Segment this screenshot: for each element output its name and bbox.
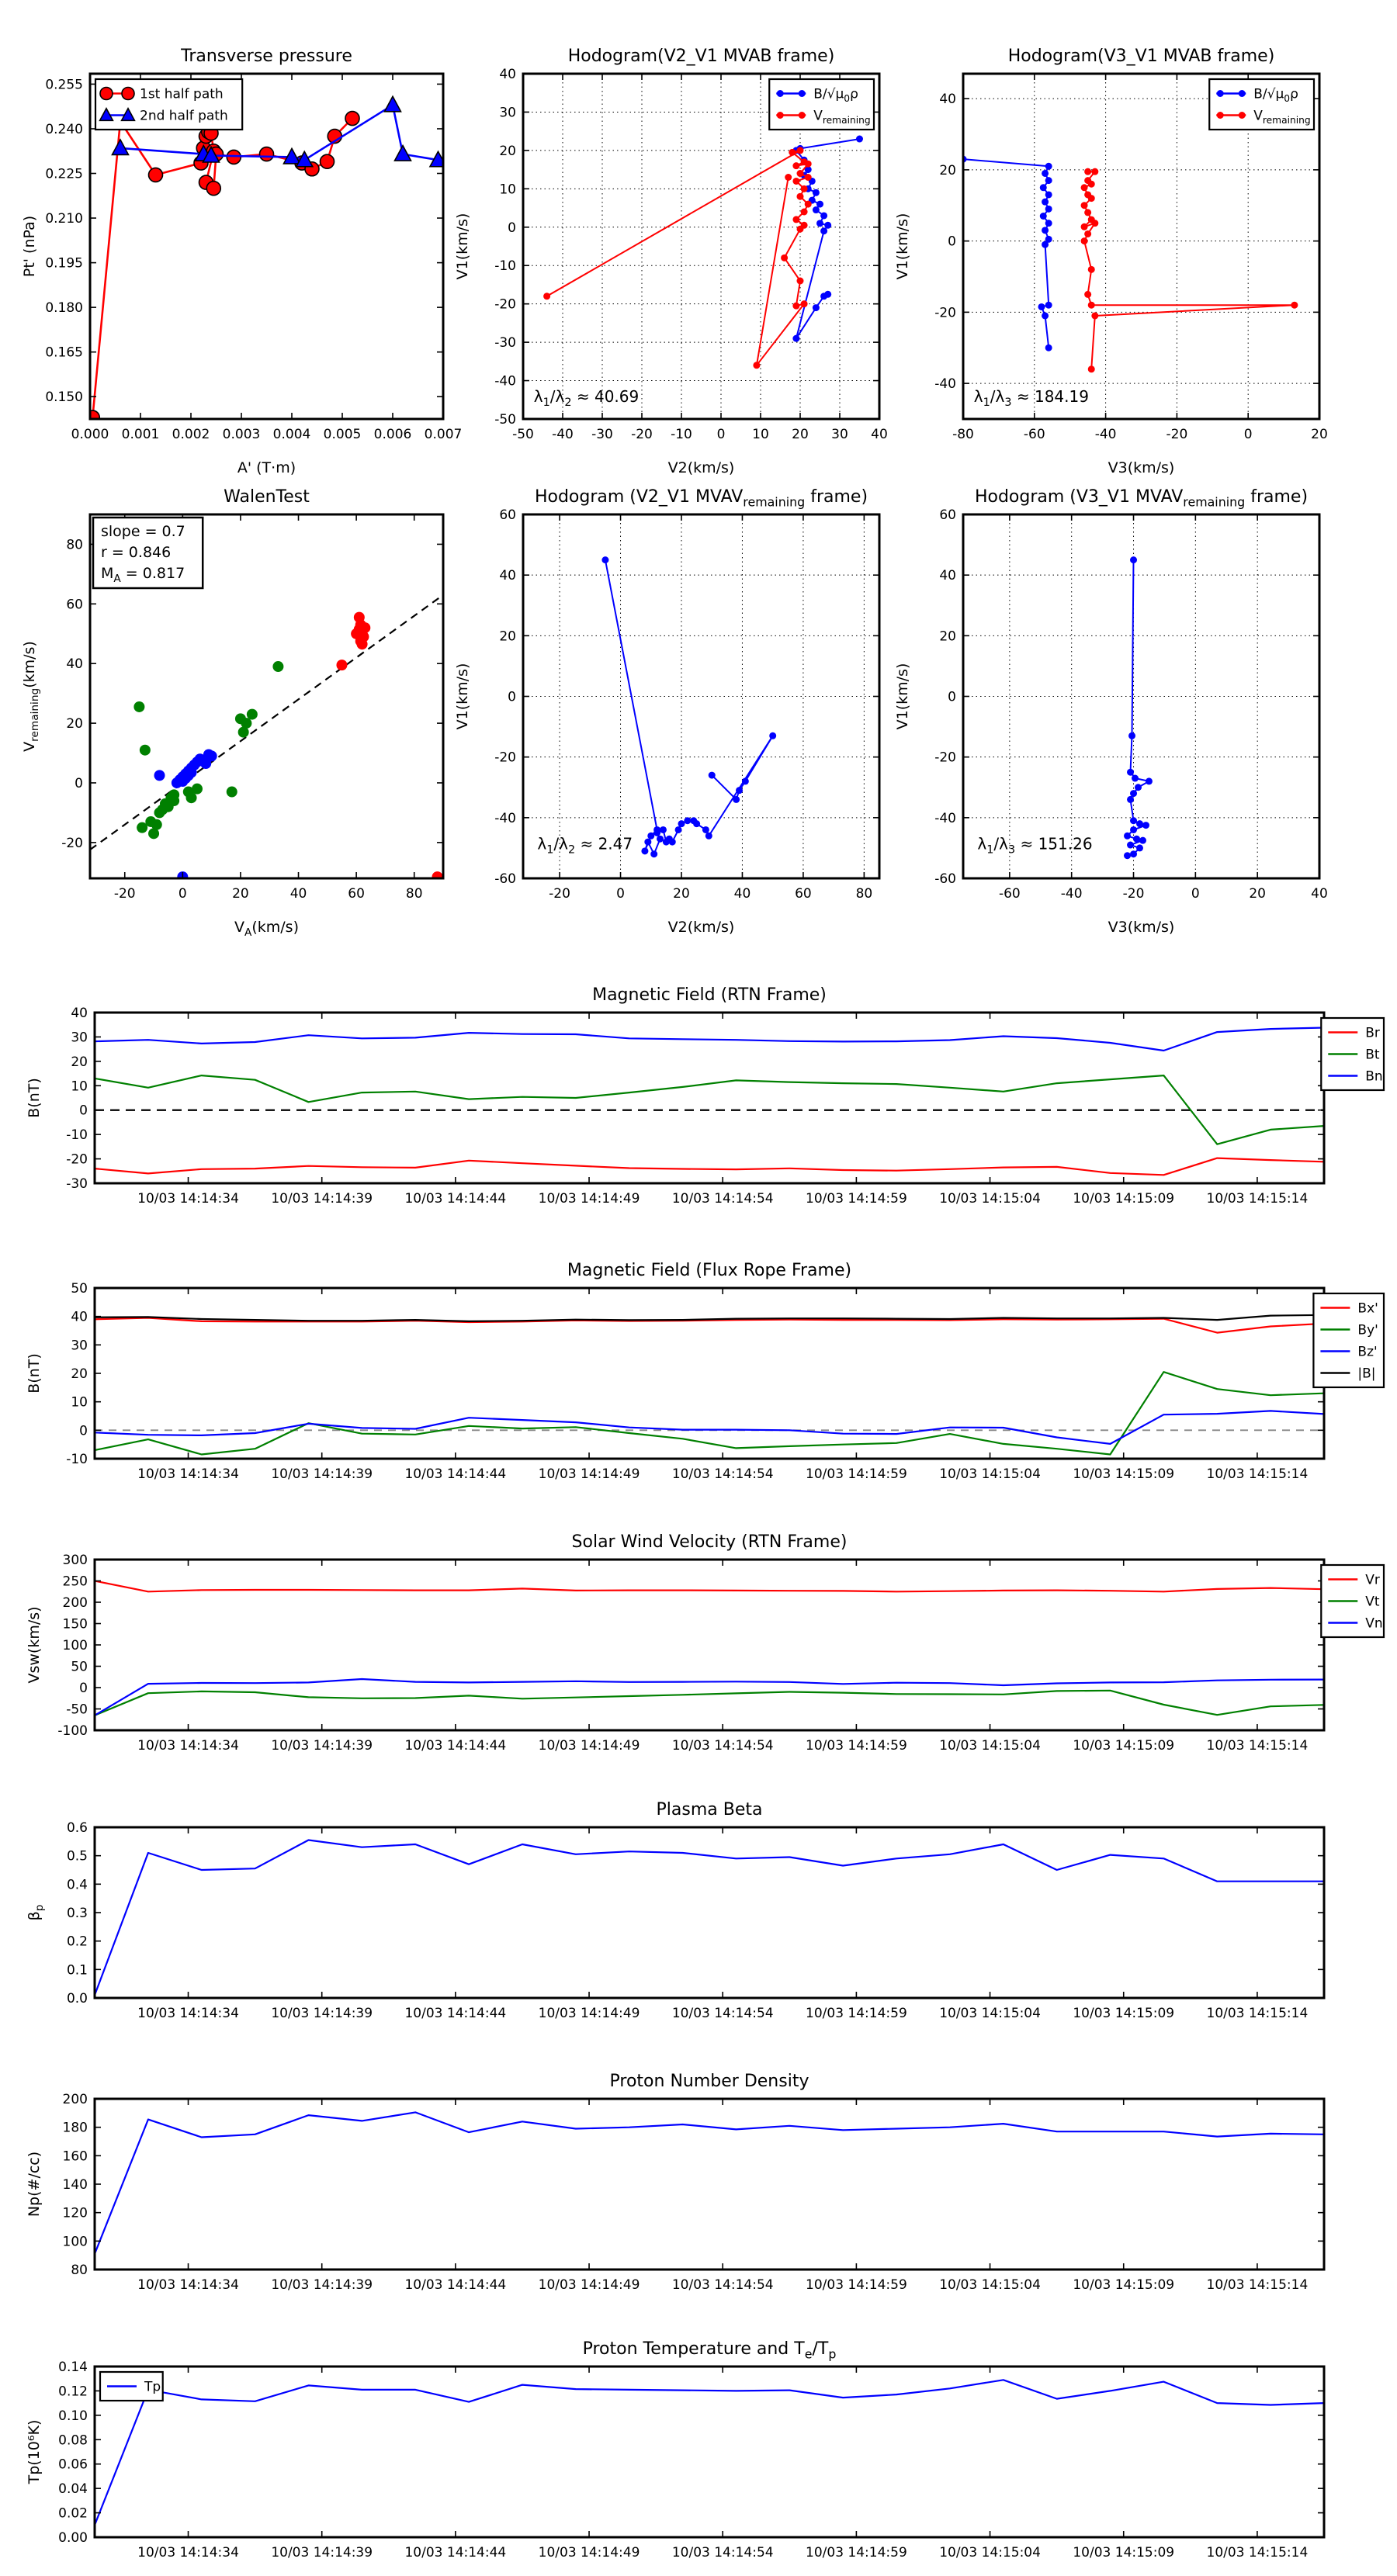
svg-text:10/03 14:14:34: 10/03 14:14:34 [137, 1738, 239, 1754]
svg-text:30: 30 [499, 105, 516, 121]
svg-text:-20: -20 [1166, 427, 1188, 442]
svg-text:120: 120 [62, 2205, 88, 2221]
svg-text:200: 200 [62, 2092, 88, 2107]
svg-text:-40: -40 [1060, 886, 1083, 902]
svg-text:Magnetic Field (RTN Frame): Magnetic Field (RTN Frame) [592, 985, 827, 1005]
svg-text:180: 180 [62, 2120, 88, 2136]
svg-text:V1(km/s): V1(km/s) [894, 663, 911, 730]
svg-text:B(nT): B(nT) [26, 1078, 43, 1118]
svg-text:-60: -60 [494, 871, 516, 887]
svg-text:10/03 14:15:09: 10/03 14:15:09 [1073, 2545, 1175, 2560]
svg-text:-10: -10 [66, 1452, 88, 1467]
svg-text:0: 0 [79, 1681, 88, 1696]
svg-text:0.165: 0.165 [45, 345, 83, 361]
svg-text:0.1: 0.1 [66, 1962, 88, 1979]
svg-text:10/03 14:14:49: 10/03 14:14:49 [538, 2277, 640, 2293]
proton-number-density-chart [20, 2052, 1389, 2308]
svg-text:10/03 14:14:44: 10/03 14:14:44 [404, 1738, 507, 1754]
svg-text:10/03 14:15:04: 10/03 14:15:04 [939, 2277, 1041, 2293]
svg-text:Hodogram(V2_V1 MVAB frame): Hodogram(V2_V1 MVAB frame) [567, 47, 835, 66]
svg-text:10/03 14:14:54: 10/03 14:14:54 [671, 2006, 774, 2021]
svg-text:10/03 14:14:39: 10/03 14:14:39 [271, 1738, 373, 1754]
svg-text:-20: -20 [494, 296, 516, 313]
svg-text:10: 10 [752, 427, 769, 442]
svg-text:0.10: 0.10 [58, 2408, 88, 2424]
svg-text:-40: -40 [494, 810, 516, 826]
svg-text:100: 100 [62, 1638, 88, 1653]
solar-wind-velocity-chart [20, 1513, 1389, 1769]
svg-text:10/03 14:14:44: 10/03 14:14:44 [404, 1466, 507, 1482]
svg-text:10/03 14:14:39: 10/03 14:14:39 [271, 2277, 373, 2293]
svg-text:40: 40 [939, 92, 956, 108]
svg-text:10/03 14:14:59: 10/03 14:14:59 [806, 1738, 907, 1754]
svg-text:0.14: 0.14 [58, 2360, 88, 2375]
svg-text:10/03 14:15:09: 10/03 14:15:09 [1073, 2006, 1175, 2021]
svg-text:10/03 14:14:54: 10/03 14:14:54 [671, 1466, 774, 1482]
svg-text:-40: -40 [1094, 427, 1117, 442]
svg-text:20: 20 [499, 628, 516, 645]
svg-text:10/03 14:14:44: 10/03 14:14:44 [404, 2545, 507, 2560]
svg-text:0.003: 0.003 [222, 427, 261, 442]
svg-text:-40: -40 [934, 376, 956, 393]
svg-text:30: 30 [71, 1338, 88, 1354]
svg-text:10/03 14:14:34: 10/03 14:14:34 [137, 2277, 239, 2293]
svg-text:80: 80 [66, 537, 83, 553]
svg-text:0: 0 [1191, 886, 1200, 902]
svg-text:20: 20 [1311, 427, 1328, 442]
svg-text:20: 20 [673, 886, 690, 902]
svg-text:40: 40 [939, 568, 956, 584]
svg-text:10/03 14:15:04: 10/03 14:15:04 [939, 1738, 1041, 1754]
svg-text:10/03 14:15:14: 10/03 14:15:14 [1206, 1466, 1309, 1482]
svg-text:Bz': Bz' [1357, 1344, 1378, 1360]
svg-text:10/03 14:15:09: 10/03 14:15:09 [1073, 1191, 1175, 1207]
svg-text:Bx': Bx' [1357, 1300, 1378, 1317]
svg-text:Plasma Beta: Plasma Beta [656, 1800, 763, 1819]
svg-text:-50: -50 [494, 412, 516, 428]
svg-text:0.2: 0.2 [66, 1934, 88, 1950]
svg-text:0: 0 [508, 689, 516, 705]
svg-text:10/03 14:14:59: 10/03 14:14:59 [806, 1191, 907, 1207]
svg-text:10/03 14:15:14: 10/03 14:15:14 [1206, 2277, 1309, 2293]
svg-text:Bt: Bt [1365, 1047, 1380, 1063]
svg-text:Vremaining(km/s): $V_{remaining}(km/s)$ [21, 641, 41, 752]
svg-text:Proton Temperature and Te/Tp: Proton Temperature and $T_e/T_p$ [582, 2339, 837, 2362]
svg-text:250: 250 [62, 1574, 88, 1590]
svg-text:0.5: 0.5 [66, 1848, 88, 1864]
svg-text:-30: -30 [494, 335, 516, 351]
svg-text:0.001: 0.001 [121, 427, 160, 442]
svg-text:150: 150 [62, 1616, 88, 1633]
proton-temperature-chart [20, 2320, 1389, 2576]
svg-text:40: 40 [871, 427, 888, 442]
svg-text:0: 0 [948, 689, 956, 705]
svg-text:0.08: 0.08 [58, 2432, 88, 2449]
svg-text:10/03 14:15:14: 10/03 14:15:14 [1206, 2545, 1309, 2560]
svg-text:B/√μ0ρ: $B/√\mu_0\rho$ [813, 86, 858, 104]
svg-text:60: 60 [66, 597, 83, 613]
svg-text:10/03 14:14:44: 10/03 14:14:44 [404, 2006, 507, 2021]
svg-text:40: 40 [289, 886, 307, 902]
svg-text:0: 0 [948, 234, 956, 250]
svg-text:10/03 14:15:04: 10/03 14:15:04 [939, 1191, 1041, 1207]
svg-text:Vremaining: $V_{remaining}$ [813, 108, 871, 126]
svg-text:20: 20 [939, 162, 956, 178]
svg-text:WalenTest: WalenTest [224, 487, 310, 507]
svg-text:V1(km/s): V1(km/s) [454, 663, 471, 730]
svg-text:40: 40 [1311, 886, 1328, 902]
svg-text:10/03 14:14:39: 10/03 14:14:39 [271, 2545, 373, 2560]
svg-text:20: 20 [499, 143, 516, 159]
svg-text:0: 0 [1243, 427, 1253, 442]
svg-text:MA = 0.817: $M_A = 0.817$ [101, 565, 185, 585]
svg-text:B(nT): B(nT) [26, 1353, 43, 1394]
svg-text:20: 20 [71, 1366, 88, 1382]
svg-text:20: 20 [792, 427, 809, 442]
svg-text:0.04: 0.04 [58, 2481, 88, 2498]
svg-text:Tp(10⁶K): Tp(10⁶K) [26, 2419, 43, 2484]
svg-text:0.150: 0.150 [45, 390, 83, 406]
svg-text:80: 80 [855, 886, 873, 902]
svg-text:10/03 14:15:09: 10/03 14:15:09 [1073, 2277, 1175, 2293]
svg-text:140: 140 [62, 2177, 88, 2193]
svg-text:40: 40 [733, 886, 751, 902]
svg-text:slope = 0.7: slope = 0.7 [101, 523, 185, 540]
svg-text:10/03 14:15:04: 10/03 14:15:04 [939, 1466, 1041, 1482]
svg-text:10/03 14:14:49: 10/03 14:14:49 [538, 2545, 640, 2560]
svg-text:-40: -40 [494, 373, 516, 390]
svg-text:10/03 14:14:54: 10/03 14:14:54 [671, 1738, 774, 1754]
svg-text:VA(km/s): $V_A(km/s)$ [234, 919, 299, 939]
svg-text:0.006: 0.006 [373, 427, 412, 442]
svg-text:-50: -50 [512, 427, 534, 442]
svg-text:0.255: 0.255 [45, 77, 83, 93]
svg-text:Hodogram(V3_V1 MVAB frame): Hodogram(V3_V1 MVAB frame) [1007, 47, 1275, 66]
svg-text:10/03 14:14:59: 10/03 14:14:59 [806, 2006, 907, 2021]
svg-text:Vn: Vn [1365, 1615, 1383, 1632]
svg-text:10/03 14:14:39: 10/03 14:14:39 [271, 2006, 373, 2021]
svg-text:0.3: 0.3 [66, 1906, 88, 1921]
svg-text:10/03 14:15:04: 10/03 14:15:04 [939, 2545, 1041, 2560]
svg-text:0.007: 0.007 [424, 427, 463, 442]
svg-text:80: 80 [405, 886, 423, 902]
svg-text:-20: -20 [934, 750, 956, 766]
hodogram-v3v1-mvav-chart [889, 462, 1330, 939]
magnetic-field-fluxrope-chart [20, 1241, 1389, 1497]
svg-text:60: 60 [939, 507, 956, 523]
svg-text:-60: -60 [1023, 427, 1045, 442]
hodogram-v3v1-mvab-chart [889, 16, 1330, 476]
hodogram-v2v1-mvab-chart [449, 16, 890, 476]
svg-text:0: 0 [79, 1423, 88, 1439]
svg-text:V1(km/s): V1(km/s) [454, 213, 471, 280]
svg-text:10/03 14:15:14: 10/03 14:15:14 [1206, 1738, 1309, 1754]
svg-text:160: 160 [62, 2148, 88, 2165]
svg-text:0.005: 0.005 [323, 427, 362, 442]
svg-text:0: 0 [75, 775, 83, 791]
svg-text:-60: -60 [998, 886, 1021, 902]
svg-text:300: 300 [62, 1553, 88, 1568]
svg-text:10/03 14:14:34: 10/03 14:14:34 [137, 2545, 239, 2560]
svg-text:60: 60 [499, 507, 516, 523]
svg-text:Br: Br [1365, 1025, 1380, 1041]
svg-text:30: 30 [71, 1030, 88, 1046]
svg-text:60: 60 [795, 886, 812, 902]
svg-text:10/03 14:14:59: 10/03 14:14:59 [806, 1466, 907, 1482]
svg-text:Transverse pressure: Transverse pressure [181, 47, 352, 66]
svg-text:40: 40 [71, 1309, 88, 1325]
svg-text:Magnetic Field (Flux Rope Fram: Magnetic Field (Flux Rope Frame) [567, 1261, 852, 1280]
svg-text:Hodogram (V3_V1 MVAVremaining: Hodogram (V3_V1 $MVAV_{remaining}$ frame) [974, 487, 1309, 510]
svg-text:0: 0 [616, 886, 625, 902]
svg-text:10/03 14:14:39: 10/03 14:14:39 [271, 1191, 373, 1207]
svg-text:βp: $\beta_p$ [26, 1904, 46, 1921]
svg-text:Vsw(km/s): Vsw(km/s) [26, 1606, 43, 1684]
svg-text:λ1/λ2 ≈ 40.69: $\lambda_1/\lambda_2 \approx 40.69$ [533, 386, 640, 409]
svg-text:-20: -20 [934, 305, 956, 321]
svg-text:-10: -10 [66, 1127, 88, 1144]
svg-text:0.000: 0.000 [71, 427, 109, 442]
svg-text:10/03 14:14:54: 10/03 14:14:54 [671, 1191, 774, 1207]
svg-text:-40: -40 [552, 427, 574, 442]
svg-text:|B|: |B| [1357, 1366, 1376, 1382]
svg-text:20: 20 [71, 1054, 88, 1070]
svg-text:-60: -60 [934, 871, 956, 887]
svg-text:0.002: 0.002 [172, 427, 210, 442]
svg-text:100: 100 [62, 2234, 88, 2250]
svg-text:50: 50 [71, 1281, 88, 1297]
svg-text:10/03 14:14:49: 10/03 14:14:49 [538, 2006, 640, 2021]
hodogram-v2v1-mvav-chart [449, 462, 890, 939]
svg-text:V2(km/s): V2(km/s) [667, 919, 735, 936]
svg-text:80: 80 [71, 2263, 88, 2278]
svg-text:0.12: 0.12 [58, 2384, 88, 2400]
svg-text:0.195: 0.195 [45, 255, 83, 272]
svg-text:10/03 14:14:39: 10/03 14:14:39 [271, 1466, 373, 1482]
svg-text:V2(km/s): V2(km/s) [667, 459, 735, 476]
svg-text:10: 10 [71, 1394, 88, 1411]
svg-text:-20: -20 [549, 886, 570, 902]
svg-text:-30: -30 [591, 427, 613, 442]
svg-text:40: 40 [499, 67, 516, 82]
svg-text:0.180: 0.180 [45, 300, 83, 317]
svg-text:40: 40 [66, 656, 83, 673]
svg-text:By': By' [1357, 1322, 1378, 1338]
svg-text:-20: -20 [631, 427, 653, 442]
svg-text:40: 40 [71, 1006, 88, 1021]
svg-text:10/03 14:14:34: 10/03 14:14:34 [137, 2006, 239, 2021]
svg-text:-50: -50 [66, 1702, 88, 1718]
svg-text:10/03 14:14:49: 10/03 14:14:49 [538, 1738, 640, 1754]
svg-text:20: 20 [939, 628, 956, 645]
svg-text:0.0: 0.0 [66, 1991, 88, 2006]
svg-text:-20: -20 [113, 886, 136, 902]
svg-text:20: 20 [1249, 886, 1266, 902]
svg-text:10/03 14:14:59: 10/03 14:14:59 [806, 2545, 907, 2560]
svg-text:10/03 14:14:49: 10/03 14:14:49 [538, 1466, 640, 1482]
svg-text:A' (T·m): A' (T·m) [237, 459, 296, 476]
svg-text:200: 200 [62, 1595, 88, 1611]
svg-text:20: 20 [232, 886, 249, 902]
svg-text:0.4: 0.4 [66, 1877, 88, 1893]
svg-text:Proton Number Density: Proton Number Density [609, 2072, 809, 2091]
svg-text:10/03 14:15:09: 10/03 14:15:09 [1073, 1466, 1175, 1482]
svg-text:B/√μ0ρ: $B/√\mu_0\rho$ [1253, 86, 1298, 104]
svg-text:-20: -20 [494, 750, 516, 766]
svg-text:Hodogram (V2_V1 MVAVremaining: Hodogram (V2_V1 $MVAV_{remaining}$ frame) [534, 487, 868, 510]
svg-text:Pt' (nPa): Pt' (nPa) [21, 215, 38, 278]
svg-text:0.6: 0.6 [66, 1820, 88, 1836]
svg-text:10/03 14:15:14: 10/03 14:15:14 [1206, 1191, 1309, 1207]
svg-text:0: 0 [79, 1103, 88, 1119]
svg-text:20: 20 [66, 716, 83, 732]
svg-text:0: 0 [178, 886, 187, 902]
svg-text:-30: -30 [66, 1176, 88, 1192]
svg-text:-20: -20 [66, 1151, 88, 1168]
svg-text:0: 0 [508, 220, 516, 236]
svg-text:-20: -20 [1122, 886, 1145, 902]
svg-text:λ1/λ2 ≈ 2.47: $\lambda_1/\lambda_2 \approx 2.47$ [537, 834, 633, 857]
svg-text:10/03 14:15:09: 10/03 14:15:09 [1073, 1738, 1175, 1754]
svg-text:-80: -80 [952, 427, 974, 442]
svg-text:λ1/λ3 ≈ 184.19: $\lambda_1/\lambda_3 \approx 184.19$ [973, 386, 1089, 409]
svg-text:40: 40 [499, 568, 516, 584]
svg-text:0.06: 0.06 [58, 2457, 88, 2473]
svg-text:r = 0.846: r = 0.846 [101, 544, 172, 561]
svg-text:10: 10 [71, 1079, 88, 1095]
svg-text:-40: -40 [934, 810, 956, 826]
svg-text:10/03 14:14:44: 10/03 14:14:44 [404, 1191, 507, 1207]
svg-text:30: 30 [831, 427, 848, 442]
svg-text:10: 10 [499, 182, 516, 198]
svg-text:0.225: 0.225 [45, 166, 83, 182]
svg-text:Tp: Tp [144, 2379, 161, 2395]
svg-text:0.00: 0.00 [58, 2530, 88, 2546]
svg-text:0.240: 0.240 [45, 121, 83, 137]
svg-text:Vremaining: $V_{remaining}$ [1253, 108, 1311, 126]
svg-text:0.02: 0.02 [58, 2505, 88, 2522]
svg-text:10/03 14:15:04: 10/03 14:15:04 [939, 2006, 1041, 2021]
svg-text:0.004: 0.004 [272, 427, 311, 442]
svg-text:-10: -10 [494, 258, 516, 275]
svg-text:Np(#/cc): Np(#/cc) [26, 2151, 43, 2218]
svg-text:Bn: Bn [1365, 1068, 1383, 1085]
svg-text:λ1/λ3 ≈ 151.26: $\lambda_1/\lambda_3 \approx 151.26$ [977, 834, 1093, 857]
svg-text:2nd half path: 2nd half path [140, 108, 228, 124]
svg-text:60: 60 [348, 886, 365, 902]
walen-test-chart [16, 462, 454, 939]
svg-text:1st half path: 1st half path [140, 86, 224, 102]
svg-text:10/03 14:14:49: 10/03 14:14:49 [538, 1191, 640, 1207]
svg-text:10/03 14:14:34: 10/03 14:14:34 [137, 1191, 239, 1207]
svg-text:10/03 14:15:14: 10/03 14:15:14 [1206, 2006, 1309, 2021]
svg-text:10/03 14:14:44: 10/03 14:14:44 [404, 2277, 507, 2293]
svg-text:V3(km/s): V3(km/s) [1108, 919, 1175, 936]
svg-text:V3(km/s): V3(km/s) [1108, 459, 1175, 476]
plasma-beta-chart [20, 1781, 1389, 2037]
svg-text:-20: -20 [61, 835, 83, 851]
svg-text:10/03 14:14:54: 10/03 14:14:54 [671, 2545, 774, 2560]
svg-text:Solar Wind Velocity (RTN Frame: Solar Wind Velocity (RTN Frame) [571, 1532, 848, 1552]
svg-text:Vt: Vt [1365, 1594, 1380, 1610]
svg-text:V1(km/s): V1(km/s) [894, 213, 911, 280]
svg-text:Vr: Vr [1365, 1572, 1380, 1588]
svg-text:0.210: 0.210 [45, 211, 83, 227]
svg-text:-10: -10 [671, 427, 692, 442]
svg-text:10/03 14:14:59: 10/03 14:14:59 [806, 2277, 907, 2293]
svg-text:10/03 14:14:54: 10/03 14:14:54 [671, 2277, 774, 2293]
svg-text:50: 50 [71, 1659, 88, 1675]
svg-text:0: 0 [716, 427, 726, 442]
svg-text:10/03 14:14:34: 10/03 14:14:34 [137, 1466, 239, 1482]
svg-text:-100: -100 [57, 1723, 88, 1739]
magnetic-field-rtn-chart [20, 966, 1389, 1222]
